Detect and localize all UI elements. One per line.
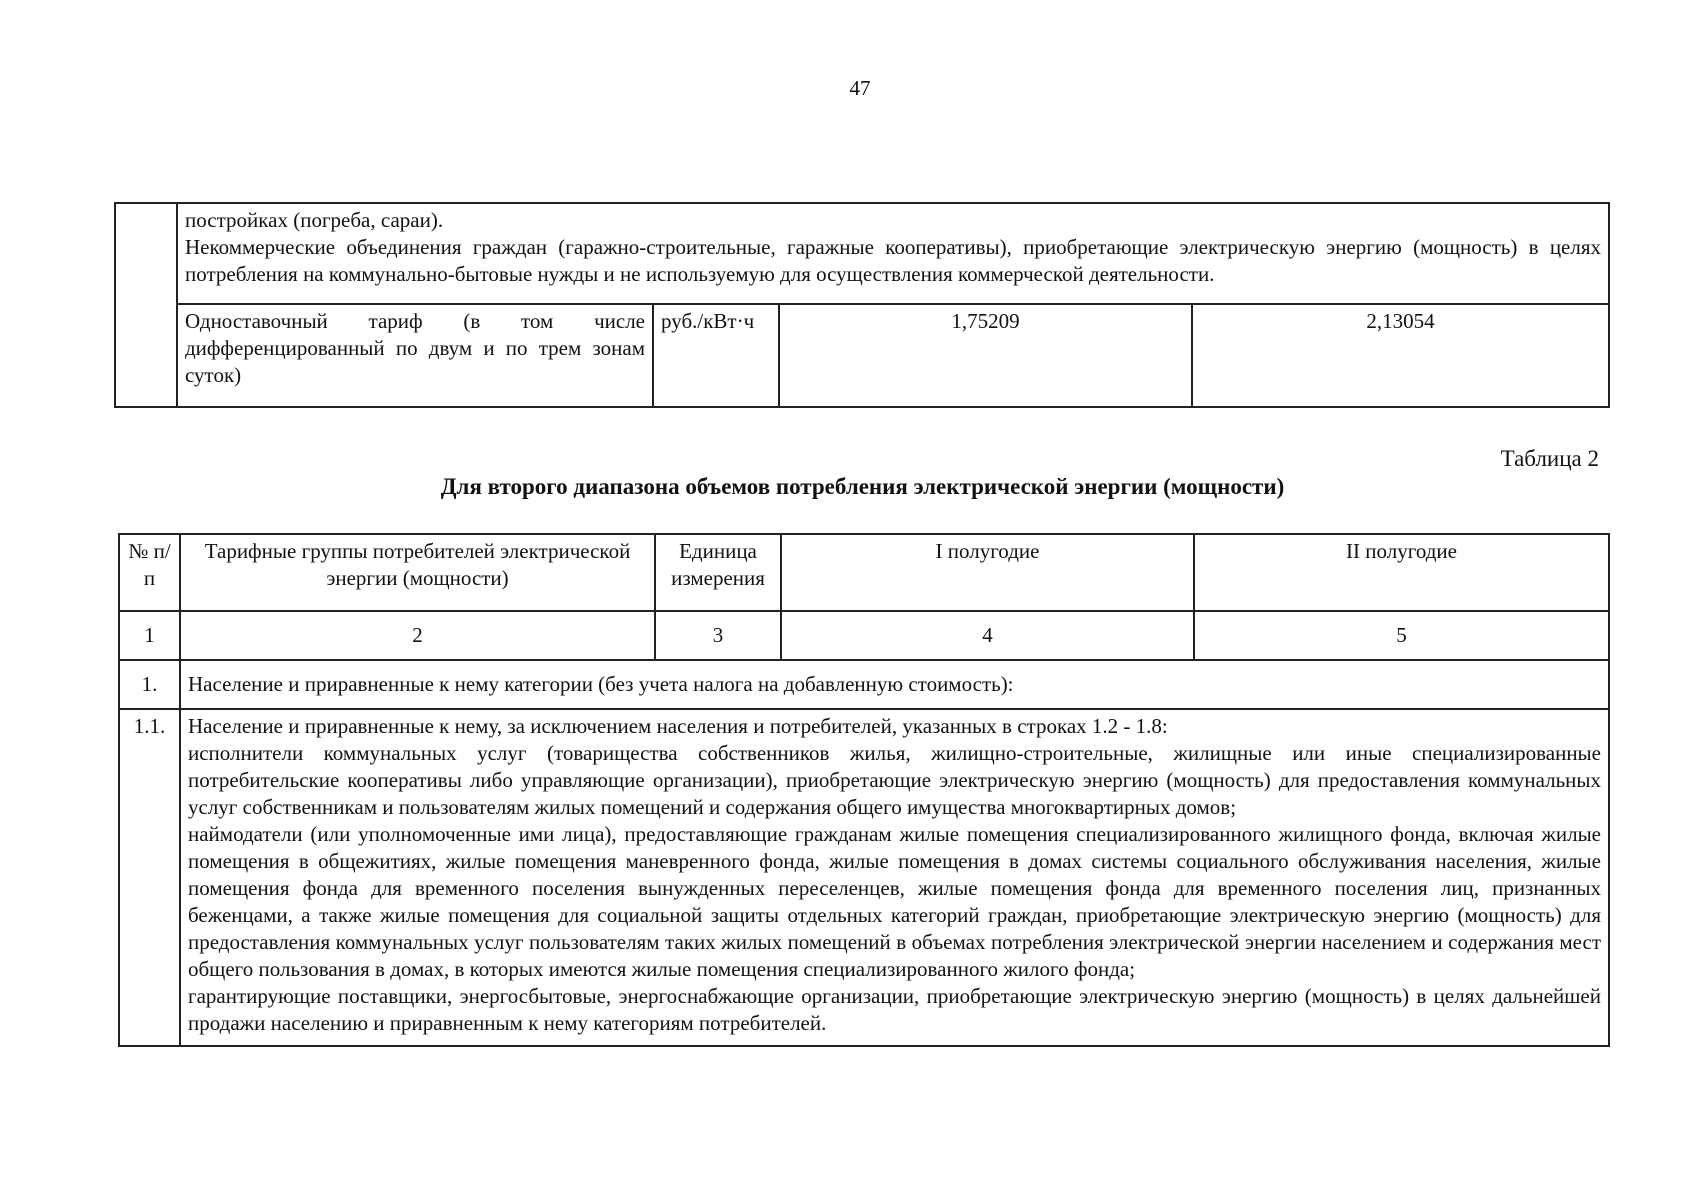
header-groups: Тарифные группы потребителей электрической энергии (мощности) (180, 534, 655, 611)
column-number: 1 (119, 611, 180, 660)
column-number: 5 (1194, 611, 1609, 660)
table-row (119, 660, 1609, 709)
table-row (115, 304, 1609, 407)
page-number: 47 (849, 76, 871, 100)
row-number: 1.1. (119, 709, 180, 1046)
header-number: № п/п (119, 534, 180, 611)
column-number: 4 (781, 611, 1194, 660)
first-half-value: 1,75209 (779, 304, 1192, 407)
row-number: 1. (119, 660, 180, 709)
column-number: 3 (655, 611, 781, 660)
column-number-row (119, 611, 1609, 660)
header-row (119, 534, 1609, 611)
number-cell (115, 203, 177, 407)
tariff-table (118, 533, 1610, 1047)
tariff-cell: Одноставочный тариф (в том числе дифференцированный по двум и по трем зонам суток) (177, 304, 653, 407)
header-first-half: I полугодие (781, 534, 1194, 611)
table-title: Для второго диапазона объемов потребления электрической энергии (мощности) (440, 474, 1285, 499)
category-description (180, 709, 1609, 1046)
category-heading: Население и приравненные к нему категории (без учета налога на добавленную стоимость): (180, 660, 1609, 709)
category-line: Население и приравненные к нему, за исключением населения и потребителей, указанных в строках 1.2 - 1.8: (188, 714, 1168, 738)
continued-tariff-table (114, 202, 1610, 408)
table-row (115, 203, 1609, 304)
table-row (119, 709, 1609, 1046)
header-second-half: II полугодие (1194, 534, 1609, 611)
second-half-value: 2,13054 (1192, 304, 1609, 407)
category-paragraph: наймодатели (или уполномоченные ими лица), предоставляющие гражданам жилые помещения специализированного жилищного фонда, включая жилые помещения в общежитиях, жилые помещения маневренного фонда, жилые помещения в домах системы социального обслуживания населения, жилые помещения фонда для временного поселения вынужденных переселенцев, жилые помещения фонда для временного поселения лиц, признанных беженцами, а также жилые помещения для социальной защиты отдельных категорий граждан, приобретающие электрическую энергию (мощность) для предоставления коммунальных услуг пользователям таких жилых помещений в объемах потребления электрической энергии населением и содержания мест общего пользования в домах, в которых имеются жилые помещения специализированного жилого фонда; (188, 822, 1601, 981)
continued-description-cell (177, 203, 1609, 304)
unit-cell: руб./кВт·ч (653, 304, 779, 407)
category-paragraph: исполнители коммунальных услуг (товарищества собственников жилья, жилищно-строительные, жилищные или иные специализированные потребительские кооперативы либо управляющие организации), приобретающие электрическую энергию (мощность) для предоставления коммунальных услуг собственникам и пользователям жилых помещений и содержания общего имущества многоквартирных домов; (188, 741, 1601, 819)
category-paragraph: гарантирующие поставщики, энергосбытовые, энергоснабжающие организации, приобретающие электрическую энергию (мощность) в целях дальнейшей продажи населению и приравненным к нему категориям потребителей. (188, 984, 1601, 1035)
column-number: 2 (180, 611, 655, 660)
header-unit: Единица измерения (655, 534, 781, 611)
continued-text: постройках (погреба, сараи). (185, 208, 444, 232)
table-caption: Таблица 2 (1500, 446, 1599, 471)
continued-text: Некоммерческие объединения граждан (гаражно-строительные, гаражные кооперативы), приобретающие электрическую энергию (мощность) в целях потребления на коммунально-бытовые нужды и не используемую для осуществления коммерческой деятельности. (185, 235, 1602, 286)
